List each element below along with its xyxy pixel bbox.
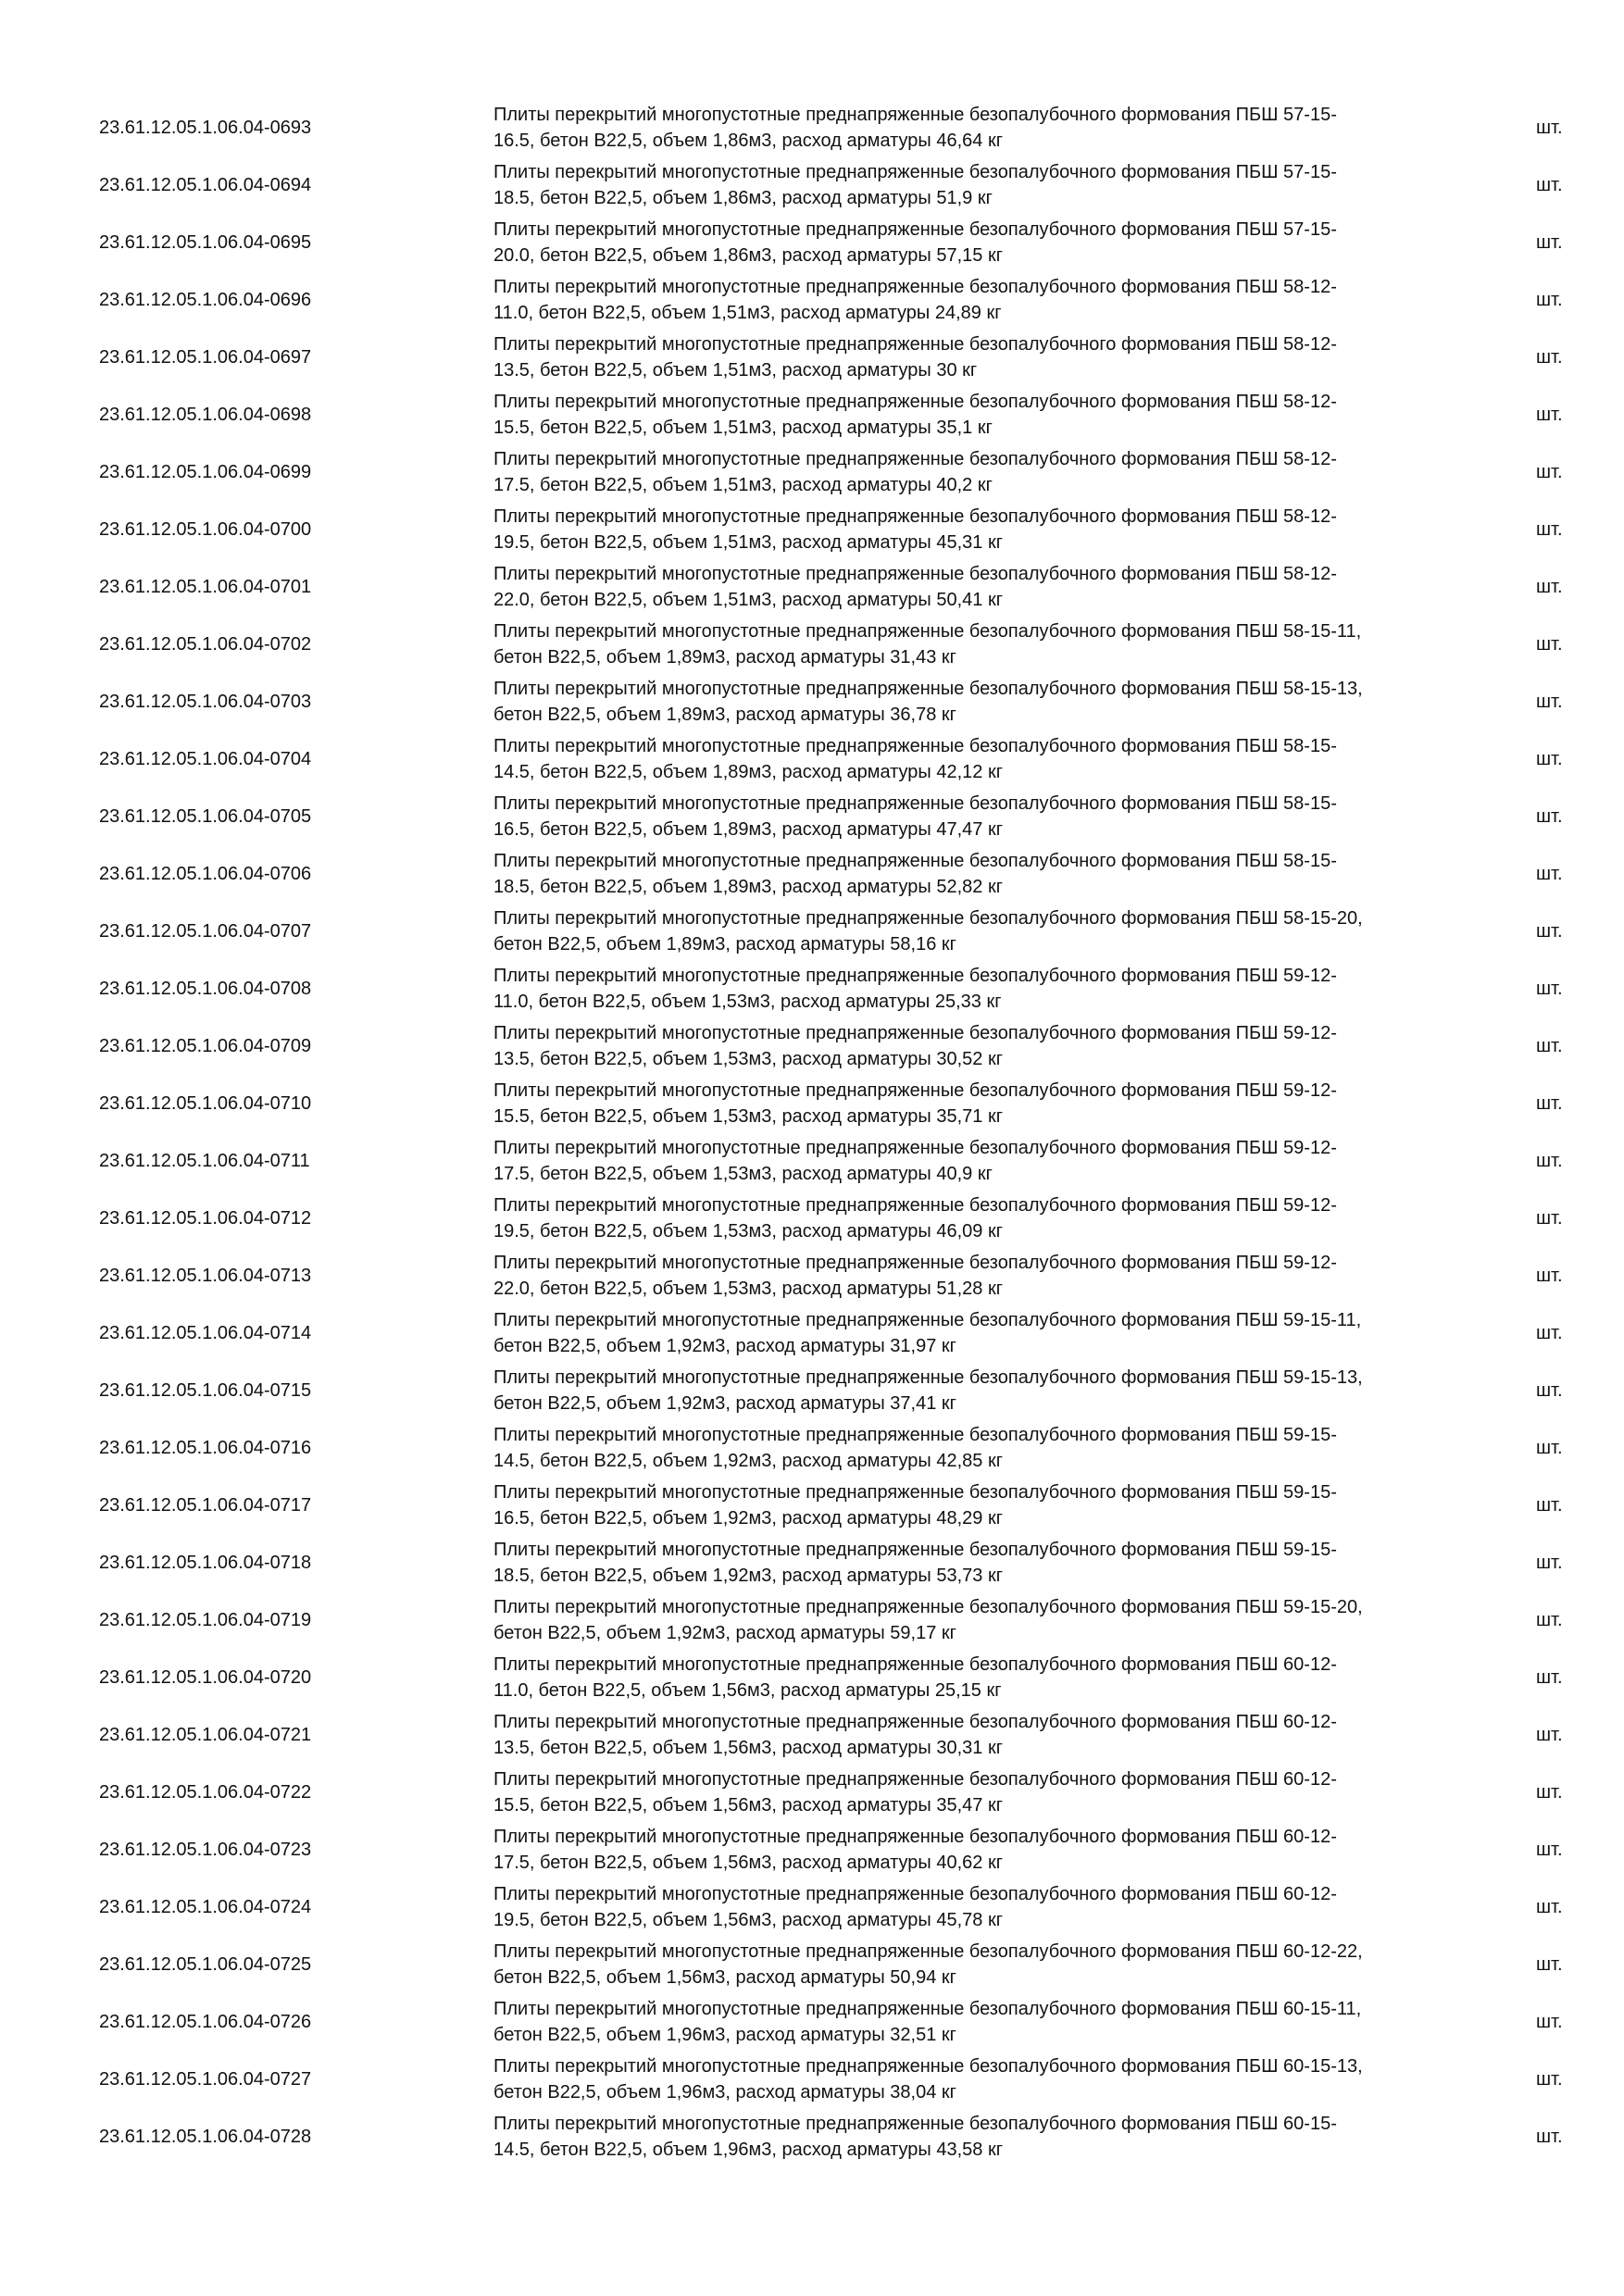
description-line-1: Плиты перекрытий многопустотные преднапряженные безопалубочного формования ПБШ 58-12-	[493, 449, 1337, 469]
unit-of-measure: шт.	[1536, 290, 1563, 310]
unit-of-measure: шт.	[1536, 577, 1563, 597]
resource-description	[493, 1709, 1475, 1761]
resource-description	[493, 1479, 1475, 1531]
unit-of-measure: шт.	[1536, 634, 1563, 655]
resource-code: 23.61.12.05.1.06.04-0727	[99, 2069, 312, 2090]
description-line-2: бетон В22,5, объем 1,96м3, расход арматуры 32,51 кг	[493, 2025, 956, 2045]
description-line-1: Плиты перекрытий многопустотные преднапряженные безопалубочного формования ПБШ 59-12-	[493, 1138, 1337, 1158]
unit-of-measure: шт.	[1536, 1093, 1563, 1114]
table-row	[0, 1304, 1624, 1362]
table-row	[0, 501, 1624, 558]
description-line-1: Плиты перекрытий многопустотные преднапряженные безопалубочного формования ПБШ 58-15-	[493, 851, 1337, 871]
resource-description	[493, 389, 1475, 441]
unit-of-measure: шт.	[1536, 2069, 1563, 2090]
unit-of-measure: шт.	[1536, 1553, 1563, 1573]
description-line-1: Плиты перекрытий многопустотные преднапряженные безопалубочного формования ПБШ 58-15-	[493, 793, 1337, 814]
resource-code: 23.61.12.05.1.06.04-0699	[99, 462, 312, 482]
resource-code: 23.61.12.05.1.06.04-0708	[99, 979, 312, 999]
description-line-2: 13.5, бетон В22,5, объем 1,51м3, расход арматуры 30 кг	[493, 360, 978, 381]
description-line-1: Плиты перекрытий многопустотные преднапряженные безопалубочного формования ПБШ 58-15-13,	[493, 679, 1363, 699]
table-row	[0, 1591, 1624, 1649]
description-line-2: 19.5, бетон В22,5, объем 1,56м3, расход арматуры 45,78 кг	[493, 1910, 1003, 1930]
resource-code: 23.61.12.05.1.06.04-0695	[99, 232, 312, 253]
resource-description	[493, 1192, 1475, 1244]
table-row	[0, 214, 1624, 271]
description-line-2: бетон В22,5, объем 1,92м3, расход арматуры 31,97 кг	[493, 1336, 956, 1356]
unit-of-measure: шт.	[1536, 2127, 1563, 2147]
description-line-1: Плиты перекрытий многопустотные преднапряженные безопалубочного формования ПБШ 59-12-	[493, 1253, 1337, 1273]
table-row	[0, 1821, 1624, 1878]
description-line-1: Плиты перекрытий многопустотные преднапряженные безопалубочного формования ПБШ 59-12-	[493, 1080, 1337, 1101]
resource-code: 23.61.12.05.1.06.04-0709	[99, 1036, 312, 1056]
resource-code: 23.61.12.05.1.06.04-0723	[99, 1840, 312, 1860]
resource-code: 23.61.12.05.1.06.04-0705	[99, 806, 312, 827]
resource-code: 23.61.12.05.1.06.04-0712	[99, 1208, 312, 1229]
description-line-2: 20.0, бетон В22,5, объем 1,86м3, расход арматуры 57,15 кг	[493, 245, 1003, 266]
resource-code: 23.61.12.05.1.06.04-0719	[99, 1610, 312, 1630]
resource-code: 23.61.12.05.1.06.04-0698	[99, 405, 312, 425]
description-line-1: Плиты перекрытий многопустотные преднапряженные безопалубочного формования ПБШ 60-12-	[493, 1654, 1337, 1675]
table-row	[0, 730, 1624, 788]
table-row	[0, 903, 1624, 960]
resource-code: 23.61.12.05.1.06.04-0722	[99, 1782, 312, 1803]
table-row	[0, 271, 1624, 329]
unit-of-measure: шт.	[1536, 1667, 1563, 1688]
description-line-1: Плиты перекрытий многопустотные преднапряженные безопалубочного формования ПБШ 59-15-11,	[493, 1310, 1362, 1330]
resource-description	[493, 1135, 1475, 1187]
table-row	[0, 558, 1624, 616]
resource-code: 23.61.12.05.1.06.04-0703	[99, 692, 312, 712]
resource-description	[493, 1996, 1475, 2048]
description-line-2: 14.5, бетон В22,5, объем 1,89м3, расход арматуры 42,12 кг	[493, 762, 1003, 782]
resource-description	[493, 733, 1475, 785]
description-line-1: Плиты перекрытий многопустотные преднапряженные безопалубочного формования ПБШ 59-15-20,	[493, 1597, 1363, 1617]
resource-code: 23.61.12.05.1.06.04-0693	[99, 118, 312, 138]
unit-of-measure: шт.	[1536, 1954, 1563, 1975]
table-row	[0, 2108, 1624, 2165]
description-line-1: Плиты перекрытий многопустотные преднапряженные безопалубочного формования ПБШ 58-15-	[493, 736, 1337, 756]
description-line-2: 15.5, бетон В22,5, объем 1,53м3, расход арматуры 35,71 кг	[493, 1106, 1003, 1127]
unit-of-measure: шт.	[1536, 2012, 1563, 2032]
unit-of-measure: шт.	[1536, 1610, 1563, 1630]
resource-description	[493, 561, 1475, 613]
unit-of-measure: шт.	[1536, 1266, 1563, 1286]
unit-of-measure: шт.	[1536, 405, 1563, 425]
table-row	[0, 386, 1624, 443]
description-line-1: Плиты перекрытий многопустотные преднапряженные безопалубочного формования ПБШ 58-12-	[493, 334, 1337, 355]
description-line-2: 15.5, бетон В22,5, объем 1,56м3, расход арматуры 35,47 кг	[493, 1795, 1003, 1816]
resource-description	[493, 2053, 1475, 2105]
description-line-2: бетон В22,5, объем 1,92м3, расход арматуры 37,41 кг	[493, 1393, 956, 1414]
description-line-2: 13.5, бетон В22,5, объем 1,53м3, расход арматуры 30,52 кг	[493, 1049, 1003, 1069]
description-line-1: Плиты перекрытий многопустотные преднапряженные безопалубочного формования ПБШ 57-15-	[493, 105, 1337, 125]
description-line-2: 16.5, бетон В22,5, объем 1,86м3, расход арматуры 46,64 кг	[493, 131, 1003, 151]
description-line-1: Плиты перекрытий многопустотные преднапряженные безопалубочного формования ПБШ 60-12-	[493, 1769, 1337, 1790]
resource-description	[493, 446, 1475, 498]
resource-description	[493, 1078, 1475, 1129]
unit-of-measure: шт.	[1536, 1725, 1563, 1745]
unit-of-measure: шт.	[1536, 1323, 1563, 1343]
description-line-2: бетон В22,5, объем 1,89м3, расход арматуры 31,43 кг	[493, 647, 956, 668]
resource-description	[493, 1537, 1475, 1589]
description-line-1: Плиты перекрытий многопустотные преднапряженные безопалубочного формования ПБШ 58-12-	[493, 392, 1337, 412]
resource-code: 23.61.12.05.1.06.04-0697	[99, 347, 312, 368]
description-line-1: Плиты перекрытий многопустотные преднапряженные безопалубочного формования ПБШ 59-15-	[493, 1482, 1337, 1503]
resource-code: 23.61.12.05.1.06.04-0713	[99, 1266, 312, 1286]
resource-description	[493, 848, 1475, 900]
resource-description	[493, 274, 1475, 326]
resource-description	[493, 905, 1475, 957]
unit-of-measure: шт.	[1536, 979, 1563, 999]
description-line-1: Плиты перекрытий многопустотные преднапряженные безопалубочного формования ПБШ 60-12-	[493, 1884, 1337, 1904]
resource-code: 23.61.12.05.1.06.04-0724	[99, 1897, 312, 1917]
unit-of-measure: шт.	[1536, 347, 1563, 368]
table-row	[0, 99, 1624, 156]
unit-of-measure: шт.	[1536, 921, 1563, 942]
description-line-1: Плиты перекрытий многопустотные преднапряженные безопалубочного формования ПБШ 58-15-11,	[493, 621, 1362, 642]
resource-description	[493, 217, 1475, 268]
table-row	[0, 1534, 1624, 1591]
description-line-1: Плиты перекрытий многопустотные преднапряженные безопалубочного формования ПБШ 59-15-13,	[493, 1367, 1363, 1388]
unit-of-measure: шт.	[1536, 1897, 1563, 1917]
unit-of-measure: шт.	[1536, 864, 1563, 884]
resource-code: 23.61.12.05.1.06.04-0696	[99, 290, 312, 310]
unit-of-measure: шт.	[1536, 1208, 1563, 1229]
description-line-2: 11.0, бетон В22,5, объем 1,51м3, расход арматуры 24,89 кг	[493, 303, 1002, 323]
unit-of-measure: шт.	[1536, 1840, 1563, 1860]
resource-code: 23.61.12.05.1.06.04-0721	[99, 1725, 312, 1745]
resource-code: 23.61.12.05.1.06.04-0701	[99, 577, 312, 597]
description-line-2: 22.0, бетон В22,5, объем 1,51м3, расход арматуры 50,41 кг	[493, 590, 1003, 610]
table-row	[0, 1878, 1624, 1936]
description-line-2: бетон В22,5, объем 1,92м3, расход арматуры 59,17 кг	[493, 1623, 956, 1643]
description-line-1: Плиты перекрытий многопустотные преднапряженные безопалубочного формования ПБШ 57-15-	[493, 219, 1337, 240]
unit-of-measure: шт.	[1536, 1036, 1563, 1056]
description-line-2: 18.5, бетон В22,5, объем 1,92м3, расход арматуры 53,73 кг	[493, 1566, 1003, 1586]
unit-of-measure: шт.	[1536, 175, 1563, 195]
resource-description	[493, 1939, 1475, 1990]
description-line-2: 13.5, бетон В22,5, объем 1,56м3, расход арматуры 30,31 кг	[493, 1738, 1003, 1758]
description-line-2: 22.0, бетон В22,5, объем 1,53м3, расход арматуры 51,28 кг	[493, 1279, 1003, 1299]
description-line-1: Плиты перекрытий многопустотные преднапряженные безопалубочного формования ПБШ 59-12-	[493, 1195, 1337, 1216]
resource-code: 23.61.12.05.1.06.04-0711	[99, 1151, 310, 1171]
resource-description	[493, 618, 1475, 670]
description-line-2: 16.5, бетон В22,5, объем 1,92м3, расход арматуры 48,29 кг	[493, 1508, 1003, 1529]
unit-of-measure: шт.	[1536, 462, 1563, 482]
unit-of-measure: шт.	[1536, 749, 1563, 769]
resource-description	[493, 1766, 1475, 1818]
unit-of-measure: шт.	[1536, 1380, 1563, 1401]
description-line-1: Плиты перекрытий многопустотные преднапряженные безопалубочного формования ПБШ 60-15-11,	[493, 1999, 1362, 2019]
resource-code: 23.61.12.05.1.06.04-0726	[99, 2012, 312, 2032]
description-line-2: бетон В22,5, объем 1,89м3, расход арматуры 36,78 кг	[493, 705, 956, 725]
unit-of-measure: шт.	[1536, 1495, 1563, 1516]
resource-code: 23.61.12.05.1.06.04-0715	[99, 1380, 312, 1401]
description-line-1: Плиты перекрытий многопустотные преднапряженные безопалубочного формования ПБШ 58-12-	[493, 277, 1337, 297]
resource-description	[493, 1594, 1475, 1646]
table-row	[0, 1362, 1624, 1419]
resource-description	[493, 159, 1475, 211]
description-line-2: 17.5, бетон В22,5, объем 1,56м3, расход арматуры 40,62 кг	[493, 1853, 1003, 1873]
table-row	[0, 1993, 1624, 2051]
table-row	[0, 1132, 1624, 1190]
table-row	[0, 1706, 1624, 1764]
table-row	[0, 1477, 1624, 1534]
description-line-2: 19.5, бетон В22,5, объем 1,51м3, расход арматуры 45,31 кг	[493, 532, 1003, 553]
description-line-1: Плиты перекрытий многопустотные преднапряженные безопалубочного формования ПБШ 59-15-	[493, 1540, 1337, 1560]
description-line-1: Плиты перекрытий многопустотные преднапряженные безопалубочного формования ПБШ 58-12-	[493, 564, 1337, 584]
table-row	[0, 960, 1624, 1017]
resource-description	[493, 331, 1475, 383]
table-row	[0, 673, 1624, 730]
table-row	[0, 1190, 1624, 1247]
resource-code: 23.61.12.05.1.06.04-0706	[99, 864, 312, 884]
description-line-1: Плиты перекрытий многопустотные преднапряженные безопалубочного формования ПБШ 60-15-13,	[493, 2056, 1363, 2077]
table-row	[0, 1764, 1624, 1821]
resource-code: 23.61.12.05.1.06.04-0700	[99, 519, 312, 540]
table-row	[0, 1936, 1624, 1993]
resource-code: 23.61.12.05.1.06.04-0704	[99, 749, 312, 769]
description-line-2: 14.5, бетон В22,5, объем 1,92м3, расход арматуры 42,85 кг	[493, 1451, 1003, 1471]
description-line-1: Плиты перекрытий многопустотные преднапряженные безопалубочного формования ПБШ 59-15-	[493, 1425, 1337, 1445]
description-line-2: бетон В22,5, объем 1,89м3, расход арматуры 58,16 кг	[493, 934, 956, 955]
resource-description	[493, 1824, 1475, 1876]
unit-of-measure: шт.	[1536, 118, 1563, 138]
description-line-2: 19.5, бетон В22,5, объем 1,53м3, расход арматуры 46,09 кг	[493, 1221, 1003, 1242]
description-line-2: 11.0, бетон В22,5, объем 1,56м3, расход арматуры 25,15 кг	[493, 1680, 1002, 1701]
table-row	[0, 1649, 1624, 1706]
description-line-2: 15.5, бетон В22,5, объем 1,51м3, расход арматуры 35,1 кг	[493, 418, 993, 438]
resource-description	[493, 676, 1475, 728]
resource-description	[493, 1652, 1475, 1703]
resource-code: 23.61.12.05.1.06.04-0710	[99, 1093, 312, 1114]
resource-code: 23.61.12.05.1.06.04-0716	[99, 1438, 312, 1458]
table-row	[0, 616, 1624, 673]
resource-description	[493, 2111, 1475, 2163]
resource-description	[493, 1250, 1475, 1302]
unit-of-measure: шт.	[1536, 232, 1563, 253]
resource-description	[493, 1307, 1475, 1359]
table-row	[0, 1419, 1624, 1477]
resource-description	[493, 504, 1475, 555]
table-row	[0, 1075, 1624, 1132]
resource-code: 23.61.12.05.1.06.04-0707	[99, 921, 312, 942]
resource-description	[493, 1422, 1475, 1474]
description-line-2: 18.5, бетон В22,5, объем 1,89м3, расход арматуры 52,82 кг	[493, 877, 1003, 897]
unit-of-measure: шт.	[1536, 1782, 1563, 1803]
unit-of-measure: шт.	[1536, 1151, 1563, 1171]
description-line-2: бетон В22,5, объем 1,56м3, расход арматуры 50,94 кг	[493, 1967, 956, 1988]
unit-of-measure: шт.	[1536, 519, 1563, 540]
table-row	[0, 2051, 1624, 2108]
description-line-2: 14.5, бетон В22,5, объем 1,96м3, расход арматуры 43,58 кг	[493, 2140, 1003, 2160]
description-line-1: Плиты перекрытий многопустотные преднапряженные безопалубочного формования ПБШ 60-12-	[493, 1827, 1337, 1847]
unit-of-measure: шт.	[1536, 806, 1563, 827]
resource-description	[493, 102, 1475, 154]
unit-of-measure: шт.	[1536, 1438, 1563, 1458]
resource-code: 23.61.12.05.1.06.04-0714	[99, 1323, 312, 1343]
resource-description	[493, 791, 1475, 842]
resource-code: 23.61.12.05.1.06.04-0702	[99, 634, 312, 655]
resource-description	[493, 1365, 1475, 1416]
description-line-1: Плиты перекрытий многопустотные преднапряженные безопалубочного формования ПБШ 58-12-	[493, 506, 1337, 527]
description-line-1: Плиты перекрытий многопустотные преднапряженные безопалубочного формования ПБШ 59-12-	[493, 1023, 1337, 1043]
table-row	[0, 1017, 1624, 1075]
description-line-2: 17.5, бетон В22,5, объем 1,53м3, расход арматуры 40,9 кг	[493, 1164, 993, 1184]
table-row	[0, 1247, 1624, 1304]
description-line-1: Плиты перекрытий многопустотные преднапряженные безопалубочного формования ПБШ 59-12-	[493, 966, 1337, 986]
resource-description	[493, 1881, 1475, 1933]
resource-code: 23.61.12.05.1.06.04-0717	[99, 1495, 312, 1516]
description-line-1: Плиты перекрытий многопустотные преднапряженные безопалубочного формования ПБШ 58-15-20,	[493, 908, 1363, 929]
resource-description	[493, 963, 1475, 1015]
resource-table	[0, 99, 1624, 2165]
resource-code: 23.61.12.05.1.06.04-0728	[99, 2127, 312, 2147]
table-row	[0, 443, 1624, 501]
description-line-2: 16.5, бетон В22,5, объем 1,89м3, расход арматуры 47,47 кг	[493, 819, 1003, 840]
table-row	[0, 156, 1624, 214]
resource-code: 23.61.12.05.1.06.04-0694	[99, 175, 312, 195]
table-row	[0, 788, 1624, 845]
description-line-1: Плиты перекрытий многопустотные преднапряженные безопалубочного формования ПБШ 60-12-22,	[493, 1941, 1363, 1962]
table-row	[0, 845, 1624, 903]
resource-code: 23.61.12.05.1.06.04-0725	[99, 1954, 312, 1975]
description-line-2: 17.5, бетон В22,5, объем 1,51м3, расход арматуры 40,2 кг	[493, 475, 993, 495]
description-line-2: бетон В22,5, объем 1,96м3, расход арматуры 38,04 кг	[493, 2082, 956, 2103]
description-line-2: 18.5, бетон В22,5, объем 1,86м3, расход арматуры 51,9 кг	[493, 188, 993, 208]
description-line-1: Плиты перекрытий многопустотные преднапряженные безопалубочного формования ПБШ 57-15-	[493, 162, 1337, 182]
description-line-1: Плиты перекрытий многопустотные преднапряженные безопалубочного формования ПБШ 60-15-	[493, 2114, 1337, 2134]
resource-description	[493, 1020, 1475, 1072]
resource-code: 23.61.12.05.1.06.04-0720	[99, 1667, 312, 1688]
unit-of-measure: шт.	[1536, 692, 1563, 712]
description-line-1: Плиты перекрытий многопустотные преднапряженные безопалубочного формования ПБШ 60-12-	[493, 1712, 1337, 1732]
table-row	[0, 329, 1624, 386]
resource-code: 23.61.12.05.1.06.04-0718	[99, 1553, 312, 1573]
description-line-2: 11.0, бетон В22,5, объем 1,53м3, расход арматуры 25,33 кг	[493, 992, 1002, 1012]
